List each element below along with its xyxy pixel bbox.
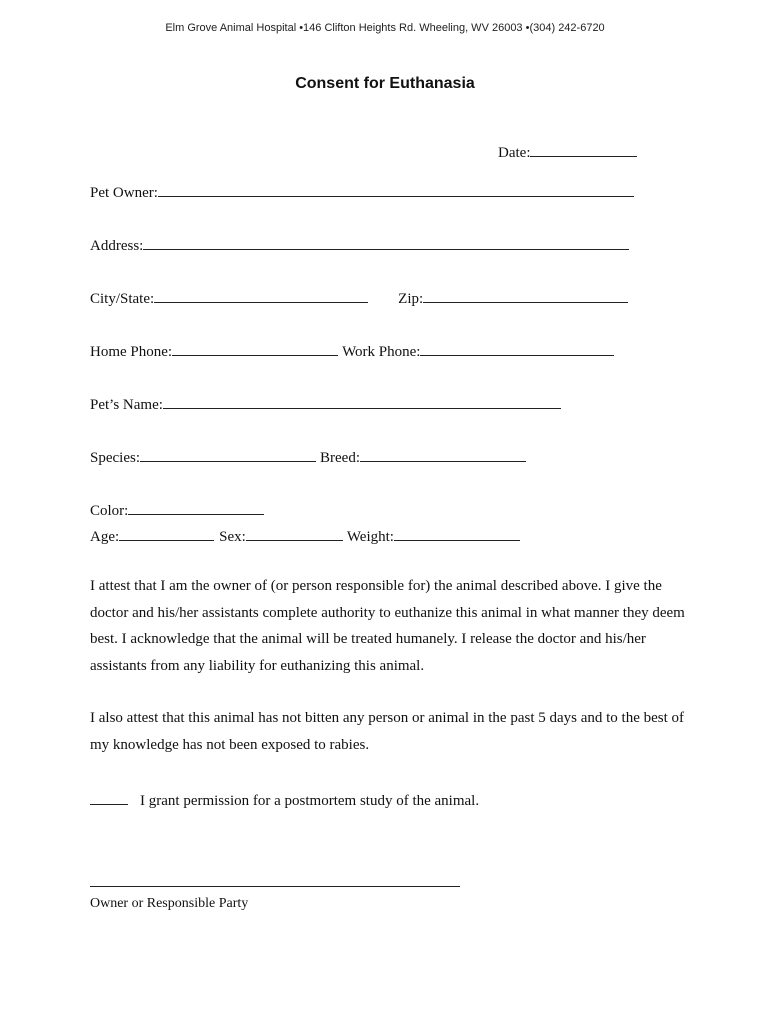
pet-owner-field[interactable] bbox=[158, 182, 634, 197]
pets-name-row bbox=[90, 394, 561, 414]
attest-rabies-paragraph: I also attest that this animal has not bitten any person or animal in the past 5 days and to the best of my knowledge has not been exposed to rabies. bbox=[90, 710, 685, 753]
signature-label: Owner or Responsible Party bbox=[90, 896, 249, 911]
work-phone-label: Work Phone: bbox=[342, 344, 421, 360]
date-field[interactable] bbox=[530, 142, 637, 157]
pets-name-label: Pet’s Name: bbox=[90, 397, 163, 413]
date-label: Date: bbox=[498, 145, 531, 161]
species-label: Species: bbox=[90, 450, 140, 466]
color-label: Color: bbox=[90, 503, 129, 519]
clinic-header: Elm Grove Animal Hospital •146 Clifton Heights Rd. Wheeling, WV 26003 •(304) 242-6720 bbox=[165, 22, 605, 34]
address-label: Address: bbox=[90, 238, 144, 254]
postmortem-initial-field[interactable] bbox=[90, 790, 128, 805]
city-state-zip-row bbox=[90, 288, 628, 308]
age-label: Age: bbox=[90, 529, 120, 545]
work-phone-field[interactable] bbox=[420, 341, 614, 356]
address-field[interactable] bbox=[143, 235, 629, 250]
weight-label: Weight: bbox=[346, 529, 394, 545]
signature-line[interactable] bbox=[90, 886, 460, 887]
home-phone-label: Home Phone: bbox=[90, 344, 173, 360]
age-sex-weight-row bbox=[90, 526, 520, 546]
pets-name-field[interactable] bbox=[163, 394, 561, 409]
postmortem-row bbox=[90, 790, 479, 810]
postmortem-label: I grant permission for a postmortem study of the animal. bbox=[140, 793, 480, 809]
attest-owner-paragraph: I attest that I am the owner of (or person responsible for) the animal described above. I give the doctor and his/her assistants complete authority to euthanize this animal in what manner they deem best. I acknowledge that the animal will be treated humanely. I release the doctor and his/her assistants from any liability for euthanizing this animal. bbox=[90, 578, 685, 674]
pet-owner-row bbox=[90, 182, 634, 202]
city-state-field[interactable] bbox=[154, 288, 368, 303]
zip-label: Zip: bbox=[398, 291, 424, 307]
age-field[interactable] bbox=[119, 526, 214, 541]
date-row bbox=[498, 142, 637, 162]
breed-label: Breed: bbox=[320, 450, 360, 466]
weight-field[interactable] bbox=[394, 526, 520, 541]
species-breed-row bbox=[90, 447, 526, 467]
sex-label: Sex: bbox=[219, 529, 246, 545]
sex-field[interactable] bbox=[246, 526, 343, 541]
pet-owner-label: Pet Owner: bbox=[90, 185, 158, 201]
form-title: Consent for Euthanasia bbox=[295, 75, 475, 92]
color-row bbox=[90, 500, 264, 520]
breed-field[interactable] bbox=[360, 447, 526, 462]
color-field[interactable] bbox=[128, 500, 264, 515]
city-state-label: City/State: bbox=[90, 291, 155, 307]
address-row bbox=[90, 235, 629, 255]
home-phone-field[interactable] bbox=[172, 341, 338, 356]
zip-field[interactable] bbox=[423, 288, 628, 303]
phone-row bbox=[90, 341, 614, 361]
species-field[interactable] bbox=[140, 447, 316, 462]
